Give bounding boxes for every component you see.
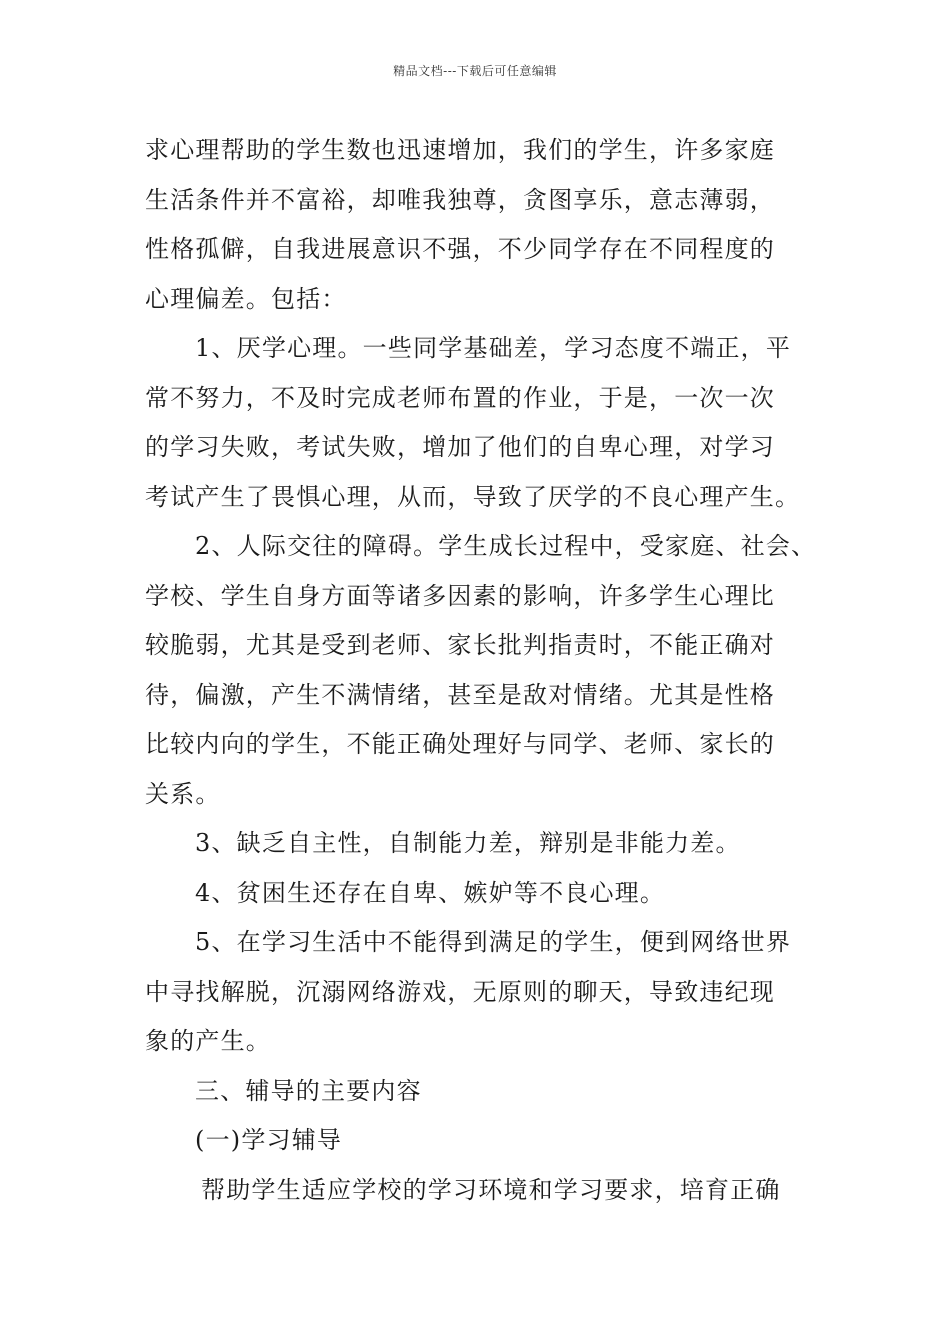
list-item-3: 3、缺乏自主性，自制能力差，辩别是非能力差。	[195, 829, 741, 857]
subsection-heading: (一)学习辅导	[195, 1126, 343, 1154]
list-item-2-start: 2、人际交往的障碍。学生成长过程中，受家庭、社会、	[195, 532, 817, 560]
section-heading: 三、辅导的主要内容	[195, 1076, 422, 1105]
text-line: 待，偏激，产生不满情绪，甚至是敌对情绪。尤其是性格	[145, 680, 775, 709]
text-line: 帮助学生适应学校的学习环境和学习要求，培育正确	[201, 1175, 781, 1204]
text-line: 心理偏差。包括：	[145, 284, 347, 313]
text-line: 关系。	[145, 779, 221, 808]
text-line: 较脆弱，尤其是受到老师、家长批判指责时，不能正确对	[145, 631, 775, 659]
text-line: 象的产生。	[145, 1027, 271, 1055]
page-header: 精品文档---下载后可任意编辑	[393, 64, 557, 78]
text-line: 求心理帮助的学生数也迅速增加，我们的学生，许多家庭	[145, 136, 775, 164]
text-line: 中寻找解脱，沉溺网络游戏，无原则的聊天，导致违纪现	[145, 977, 775, 1006]
document-body	[145, 126, 817, 1215]
text-line: 常不努力，不及时完成老师布置的作业，于是，一次一次	[145, 383, 775, 412]
list-item-1-start: 1、厌学心理。一些同学基础差，学习态度不端正，平	[195, 334, 792, 362]
text-line: 生活条件并不富裕，却唯我独尊，贪图享乐，意志薄弱，	[145, 185, 775, 214]
text-line: 的学习失败，考试失败，增加了他们的自卑心理，对学习	[145, 433, 775, 461]
text-line: 性格孤僻，自我进展意识不强，不少同学存在不同程度的	[145, 235, 775, 263]
list-item-4: 4、贫困生还存在自卑、嫉妒等不良心理。	[195, 878, 666, 907]
text-line: 考试产生了畏惧心理，从而，导致了厌学的不良心理产生。	[145, 482, 801, 511]
list-item-5-start: 5、在学习生活中不能得到满足的学生，便到网络世界	[195, 928, 792, 956]
text-line: 学校、学生自身方面等诸多因素的影响，许多学生心理比	[145, 581, 775, 610]
text-line: 比较内向的学生，不能正确处理好与同学、老师、家长的	[145, 730, 775, 758]
